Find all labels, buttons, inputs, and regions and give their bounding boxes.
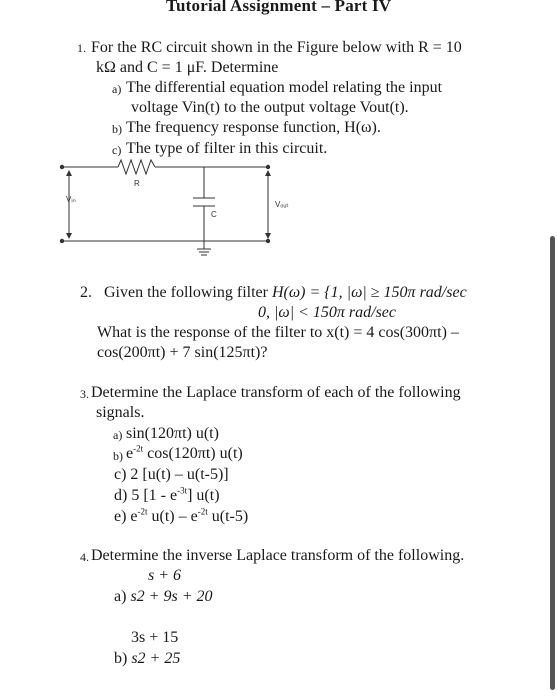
q3e-text: e) $e^{-2t}$ $u(t) - e^{-2t}$ u(t-5) bbox=[114, 506, 249, 525]
q1a-text-1: The differential equation model relating the input bbox=[126, 79, 443, 96]
q4b-numerator: 3s + 15 bbox=[131, 629, 179, 646]
q3-number: 3. bbox=[80, 387, 89, 401]
q1a-text-2: voltage Vin(t) to the output voltage Vout(t). bbox=[131, 99, 409, 116]
q1-line-1: For the RC circuit shown in the Figure below with R = 10 bbox=[91, 39, 462, 56]
vin-arrow-head-top bbox=[66, 170, 72, 176]
q1b-text: The frequency response function, H(ω). bbox=[126, 119, 381, 136]
q1-line-2: kΩ and C = 1 μF. Determine bbox=[96, 59, 279, 76]
capacitor-label: C bbox=[211, 210, 217, 219]
q4a-denominator: s2 + 9s + 20 bbox=[130, 588, 213, 605]
q4b-denominator: s2 + 25 bbox=[131, 650, 181, 667]
q4-line-1: Determine the inverse Laplace transform of the following. bbox=[91, 547, 465, 564]
q2-number: 2. bbox=[80, 284, 92, 301]
q3-line-2: signals. bbox=[96, 404, 145, 421]
q3-line-1: Determine the Laplace transform of each of the following bbox=[91, 384, 461, 401]
vertical-scrollbar[interactable] bbox=[550, 236, 555, 690]
q2-line-3: What is the response of the filter to x(t) = 4 cos(300πt) – bbox=[97, 324, 459, 341]
vin-arrow-head-bottom bbox=[66, 233, 72, 239]
q4b-expression bbox=[114, 649, 180, 669]
q2-line-2: 0, |ω| < 150π rad/sec bbox=[258, 304, 397, 321]
q4a-label: a) bbox=[114, 588, 131, 605]
vin-label: Vᵢₙ bbox=[66, 195, 76, 204]
q1c-label: c) bbox=[112, 143, 122, 157]
q2-line-4: cos(200πt) + 7 sin(125πt)? bbox=[97, 344, 268, 361]
q1c-text: The type of filter in this circuit. bbox=[126, 140, 328, 157]
q1a-label: a) bbox=[112, 82, 122, 96]
q4-number: 4. bbox=[80, 550, 89, 564]
vout-arrow-head-top bbox=[265, 170, 271, 176]
terminal-top-right bbox=[266, 165, 270, 169]
q3b-text: $e^{-2t}$ cos(120πt) u(t) bbox=[126, 443, 243, 462]
resistor-symbol bbox=[118, 160, 155, 174]
q3b-label: b) bbox=[113, 449, 123, 463]
q1b-label: b) bbox=[112, 122, 122, 136]
q3a-label: a) bbox=[113, 428, 123, 442]
terminal-top-left bbox=[60, 165, 64, 169]
vout-label: Vₒᵤₜ bbox=[275, 200, 289, 209]
page-title: Tutorial Assignment – Part IV bbox=[166, 0, 392, 15]
q3a-text: sin(120πt) u(t) bbox=[126, 425, 219, 442]
vout-arrow-head-bottom bbox=[265, 233, 271, 239]
q2-line-1-text: Given the following filter bbox=[104, 284, 272, 301]
q4a-numerator: s + 6 bbox=[148, 567, 182, 584]
resistor-label: R bbox=[134, 179, 140, 188]
q2-line-1 bbox=[104, 283, 467, 303]
q3d-text: d) 5 $[1 - e^{-3t}]$ u(t) bbox=[114, 485, 220, 504]
q2-filter-expression: H(ω) = {1, |ω| ≥ 150π rad/sec bbox=[271, 284, 467, 301]
terminal-bottom-right bbox=[266, 239, 270, 243]
q3c-text: c) 2 [u(t) – u(t-5)] bbox=[114, 466, 229, 483]
q4b-label: b) bbox=[114, 650, 132, 667]
q1-number: 1. bbox=[77, 41, 86, 55]
terminal-bottom-left bbox=[60, 239, 64, 243]
q4a-expression bbox=[114, 587, 212, 607]
